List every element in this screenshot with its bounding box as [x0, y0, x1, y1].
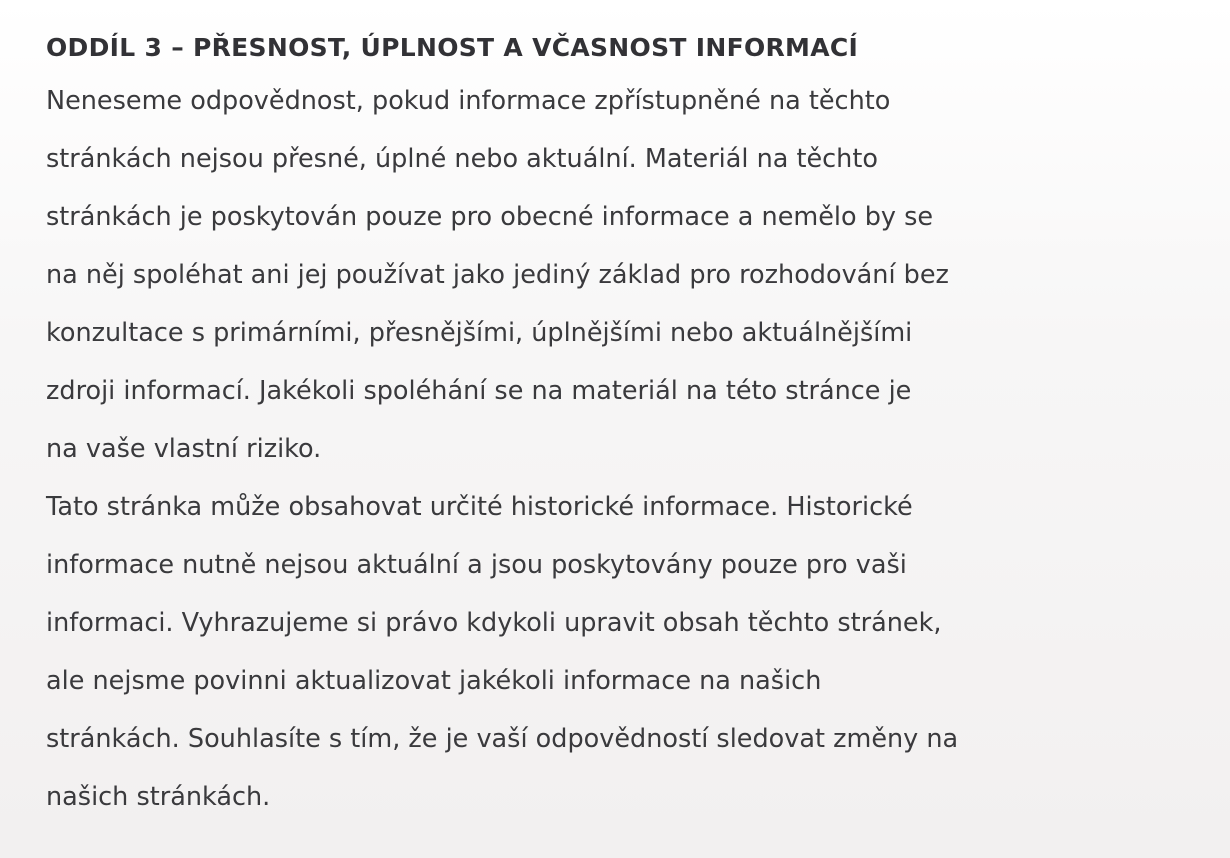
paragraph-historical-information: Tato stránka může obsahovat určité historické informace. Historické informace nutně nejsou aktuální a jsou poskytovány pouze pro vaši informaci. Vyhrazujeme si právo kdykoli upravit obsah těchto stránek, ale nejsme povinni aktualizovat jakékoli informace na našich stránkách. Souhlasíte s tím, že je vaší odpovědností sledovat změny na našich stránkách. — [46, 492, 959, 812]
terms-section-3 — [46, 30, 1190, 826]
paragraph-accuracy-disclaimer: Neneseme odpovědnost, pokud informace zpřístupněné na těchto stránkách nejsou přesné, úplné nebo aktuální. Materiál na těchto stránkách je poskytován pouze pro obecné informace a nemělo by se na něj spoléhat ani jej používat jako jediný základ pro rozhodování bez konzultace s primárními, přesnějšími, úplnějšími nebo aktuálnějšími zdroji informací. Jakékoli spoléhání se na materiál na této stránce je na vaše vlastní riziko. — [46, 86, 949, 464]
section-heading: ODDÍL 3 – PŘESNOST, ÚPLNOST A VČASNOST INFORMACÍ — [46, 33, 859, 62]
